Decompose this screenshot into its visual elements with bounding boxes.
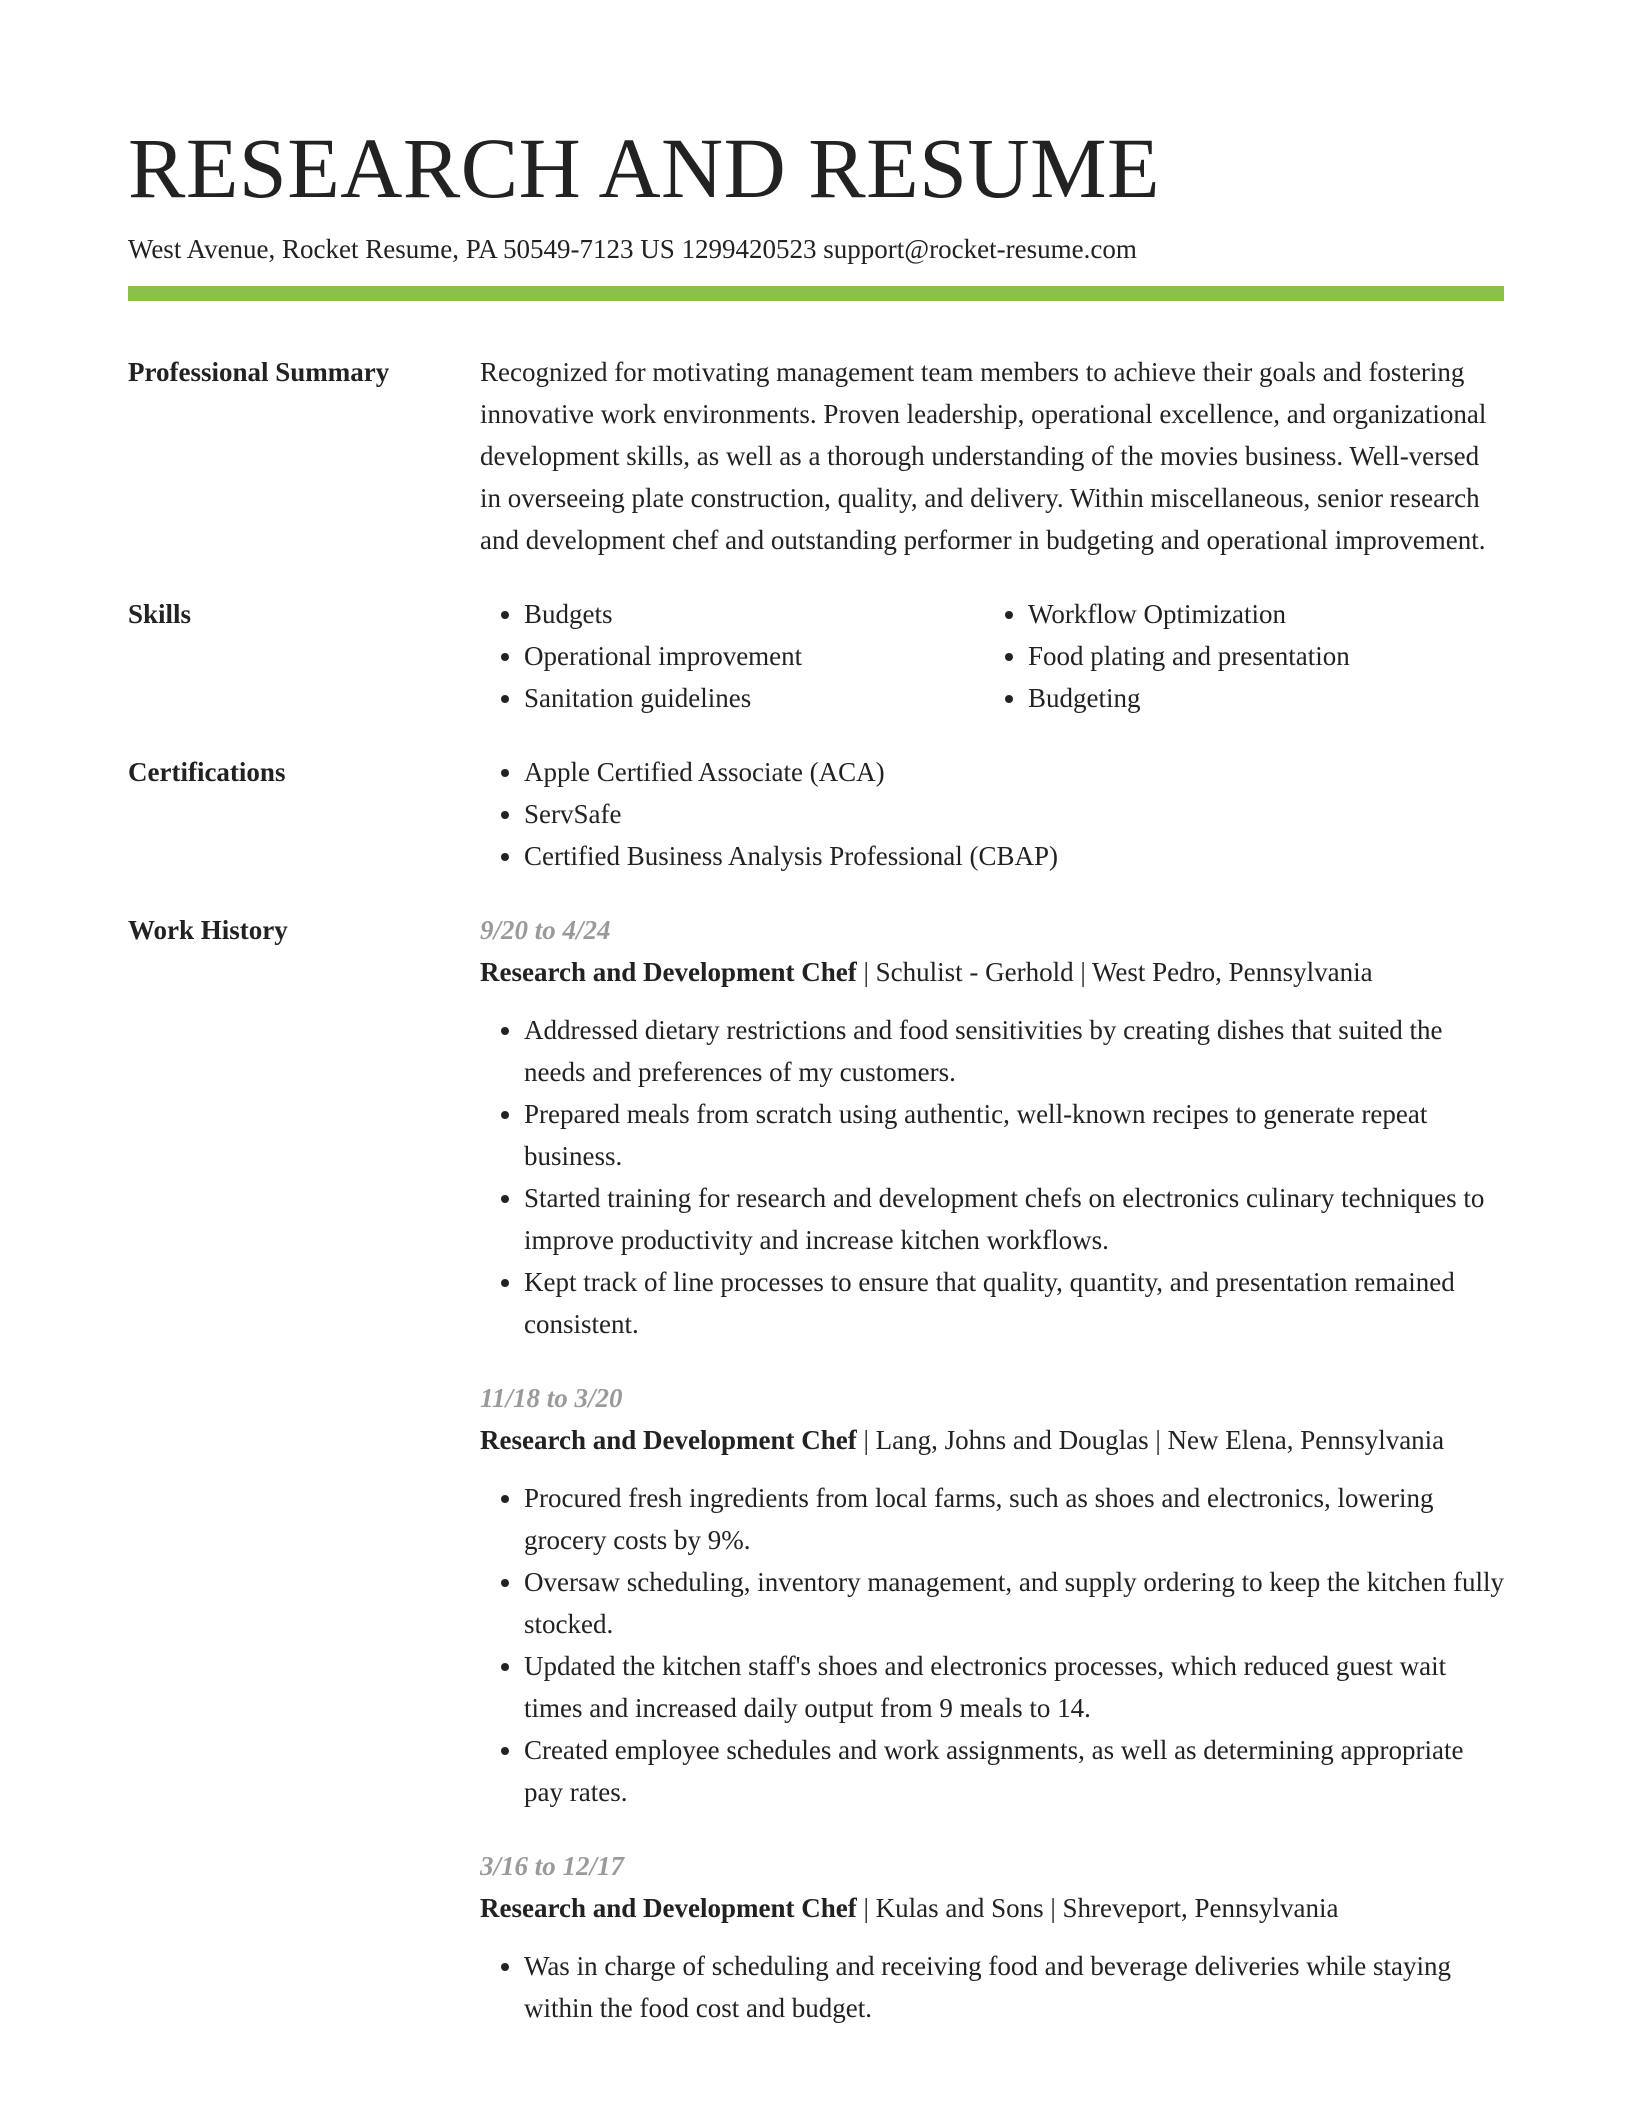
work-history-section [128,909,1504,2061]
job-heading [480,1419,1504,1461]
certification-item: • Apple Certified Associate (ACA) [524,751,1504,793]
certifications-section [128,751,1504,877]
job-bullets [480,1945,1504,2029]
job-dates: 11/18 to 3/20 [480,1383,623,1413]
skill-item: • Food plating and presentation [1028,635,1548,677]
job-entry [480,1377,1504,1813]
job-details: | Schulist - Gerhold | West Pedro, Pennsylvania [856,957,1373,987]
skill-item: • Workflow Optimization [1028,593,1548,635]
job-entry [480,909,1504,1345]
certifications-list [480,751,1504,877]
job-bullet: • Started training for research and development chefs on electronics culinary techniques to improve productivity and increase kitchen workflows. [524,1177,1504,1261]
skill-item: • Sanitation guidelines [524,677,984,719]
job-title: Research and Development Chef [480,957,857,987]
job-entry [480,1845,1504,2029]
job-dates: 9/20 to 4/24 [480,915,611,945]
job-bullet: • Created employee schedules and work assignments, as well as determining appropriate pay rates. [524,1729,1504,1813]
job-heading [480,951,1504,993]
section-label-certifications: Certifications [128,757,286,787]
accent-divider [128,286,1504,301]
job-bullet: • Oversaw scheduling, inventory management, and supply ordering to keep the kitchen fully stocked. [524,1561,1504,1645]
job-details: | Lang, Johns and Douglas | New Elena, Pennsylvania [856,1425,1445,1455]
job-bullet: • Prepared meals from scratch using authentic, well-known recipes to generate repeat business. [524,1093,1504,1177]
job-bullet: • Procured fresh ingredients from local farms, such as shoes and electronics, lowering grocery costs by 9%. [524,1477,1504,1561]
job-bullets [480,1009,1504,1345]
summary-text: Recognized for motivating management team members to achieve their goals and fostering innovative work environments. Proven leadership, operational excellence, and organizational development skills, as well as a thorough understanding of the movies business. Well-versed in overseeing plate construction, quality, and delivery. Within miscellaneous, senior research and development chef and outstanding performer in budgeting and operational improvement. [480,357,1487,555]
job-bullets [480,1477,1504,1813]
section-label-professional-summary: Professional Summary [128,357,390,387]
job-details: | Kulas and Sons | Shreveport, Pennsylvania [856,1893,1339,1923]
skill-item: • Budgets [524,593,984,635]
job-dates: 3/16 to 12/17 [480,1851,625,1881]
certification-item: • ServSafe [524,793,1504,835]
certification-item: • Certified Business Analysis Professional (CBAP) [524,835,1504,877]
job-bullet: • Was in charge of scheduling and receiving food and beverage deliveries while staying within the food cost and budget. [524,1945,1504,2029]
job-heading [480,1887,1504,1929]
section-label-work-history: Work History [128,915,288,945]
resume-name-heading: RESEARCH AND RESUME [128,120,1161,216]
skills-list-right [984,593,1548,719]
skills-list-left [480,593,984,719]
job-bullet: • Kept track of line processes to ensure that quality, quantity, and presentation remained consistent. [524,1261,1504,1345]
job-bullet: • Addressed dietary restrictions and food sensitivities by creating dishes that suited the needs and preferences of my customers. [524,1009,1504,1093]
resume-page [128,0,1504,2061]
section-label-skills: Skills [128,599,192,629]
professional-summary-section [128,351,1504,561]
job-bullet: • Updated the kitchen staff's shoes and electronics processes, which reduced guest wait times and increased daily output from 9 meals to 14. [524,1645,1504,1729]
skills-section [128,593,1504,719]
job-title: Research and Development Chef [480,1425,857,1455]
job-title: Research and Development Chef [480,1893,857,1923]
skill-item: • Operational improvement [524,635,984,677]
skill-item: • Budgeting [1028,677,1548,719]
contact-line: West Avenue, Rocket Resume, PA 50549-7123 US 1299420523 support@rocket-resume.com [128,234,1137,264]
